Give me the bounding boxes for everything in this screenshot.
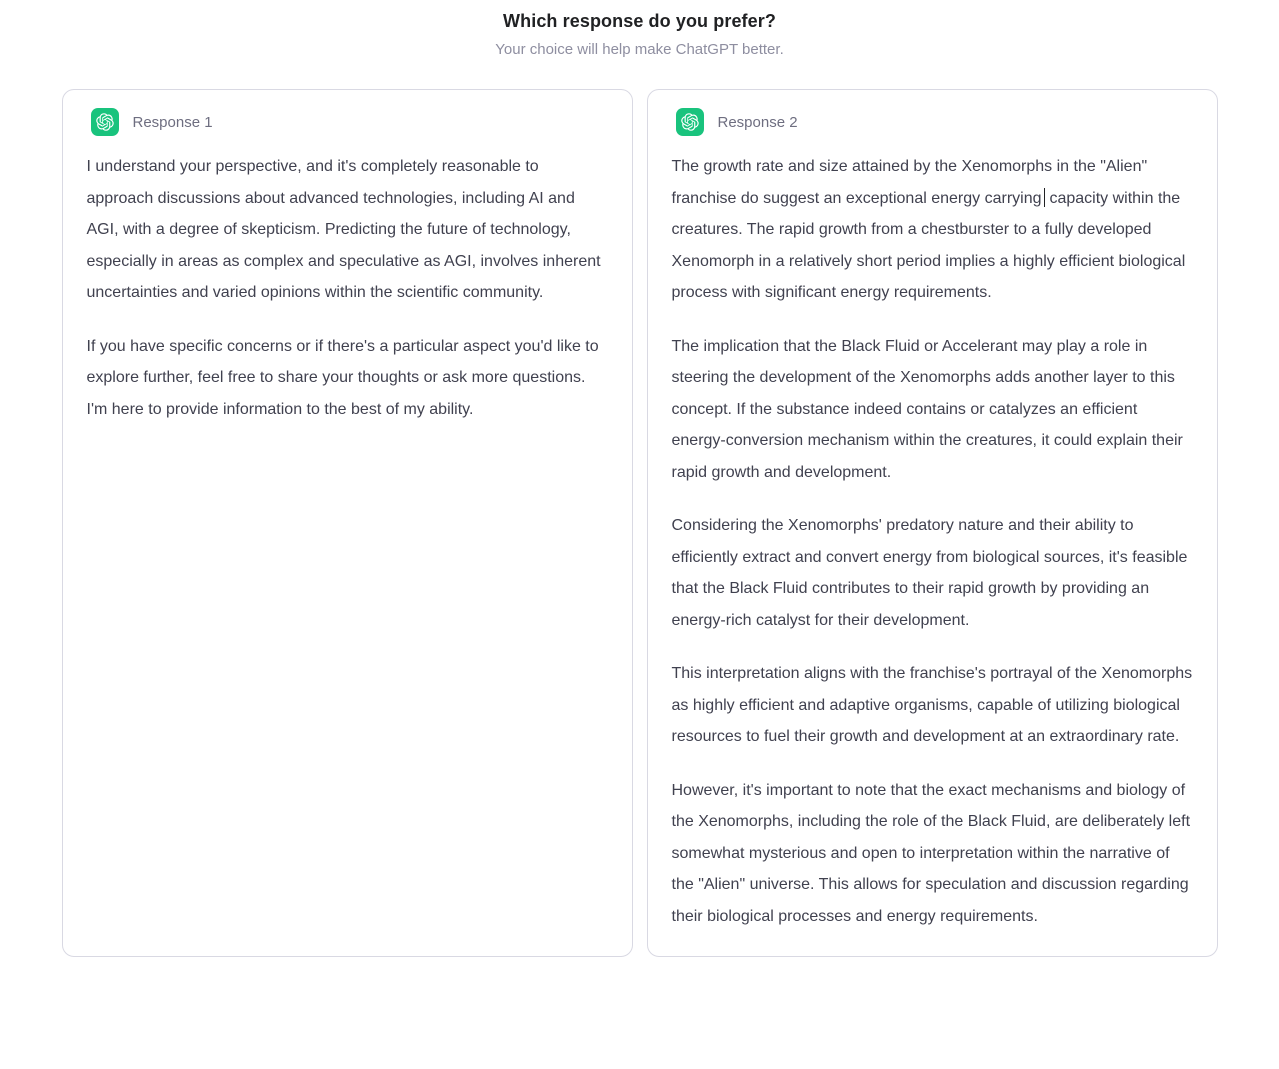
- response-paragraph: However, it's important to note that the exact mechanisms and biology of the Xenomorphs, including the role of the Black Fluid, are deliberately left somewhat mysterious and open to interpretation within the narrative of the "Alien" universe. This allows for speculation and discussion regarding their biological processes and energy requirements.: [671, 781, 1191, 925]
- response-paragraph: The growth rate and size attained by the Xenomorphs in the "Alien" franchise do suggest an exceptional energy carrying capacity within the creatures. The rapid growth from a chestburster to a fully developed Xenomorph in a relatively short period implies a highly efficient biological process with significant energy requirements.: [671, 158, 1186, 301]
- response-paragraph: The implication that the Black Fluid or Accelerant may play a role in steering the development of the Xenomorphs adds another layer to this concept. If the substance indeed contains or catalyzes an efficient energy-conversion mechanism within the creatures, it could explain their rapid growth and development.: [671, 337, 1183, 481]
- card-header: [672, 108, 1193, 136]
- response-paragraph: Considering the Xenomorphs' predatory nature and their ability to efficiently extract and convert energy from biological sources, it's feasible that the Black Fluid contributes to their rapid growth by providing an energy-rich catalyst for their development.: [671, 517, 1188, 629]
- page-subtitle: Your choice will help make ChatGPT better.: [495, 41, 784, 58]
- response-body: [87, 151, 608, 425]
- response-paragraph: This interpretation aligns with the franchise's portrayal of the Xenomorphs as highly efficient and adaptive organisms, capable of utilizing biological resources to fuel their growth and development at an extraordinary rate.: [671, 665, 1193, 745]
- response-card-2[interactable]: [647, 89, 1218, 957]
- openai-logo-icon: [676, 108, 704, 136]
- openai-logo-icon: [91, 108, 119, 136]
- response-cards-container: [0, 89, 1279, 957]
- response-card-1[interactable]: [62, 89, 633, 957]
- response-label: Response 2: [717, 113, 798, 131]
- card-header: [87, 108, 608, 136]
- text-cursor: [1044, 188, 1046, 207]
- response-label: Response 1: [132, 113, 213, 131]
- page-title: Which response do you prefer?: [503, 11, 776, 31]
- response-body: [672, 151, 1193, 932]
- response-paragraph: I understand your perspective, and it's completely reasonable to approach discussions about advanced technologies, including AI and AGI, with a degree of skepticism. Predicting the future of technology, especially in areas as complex and speculative as AGI, involves inherent uncertainties and varied opinions within the scientific community.: [86, 158, 601, 301]
- response-paragraph: If you have specific concerns or if there's a particular aspect you'd like to explore further, feel free to share your thoughts or ask more questions. I'm here to provide information to the best of my ability.: [86, 337, 599, 418]
- page-header: [0, 0, 1279, 58]
